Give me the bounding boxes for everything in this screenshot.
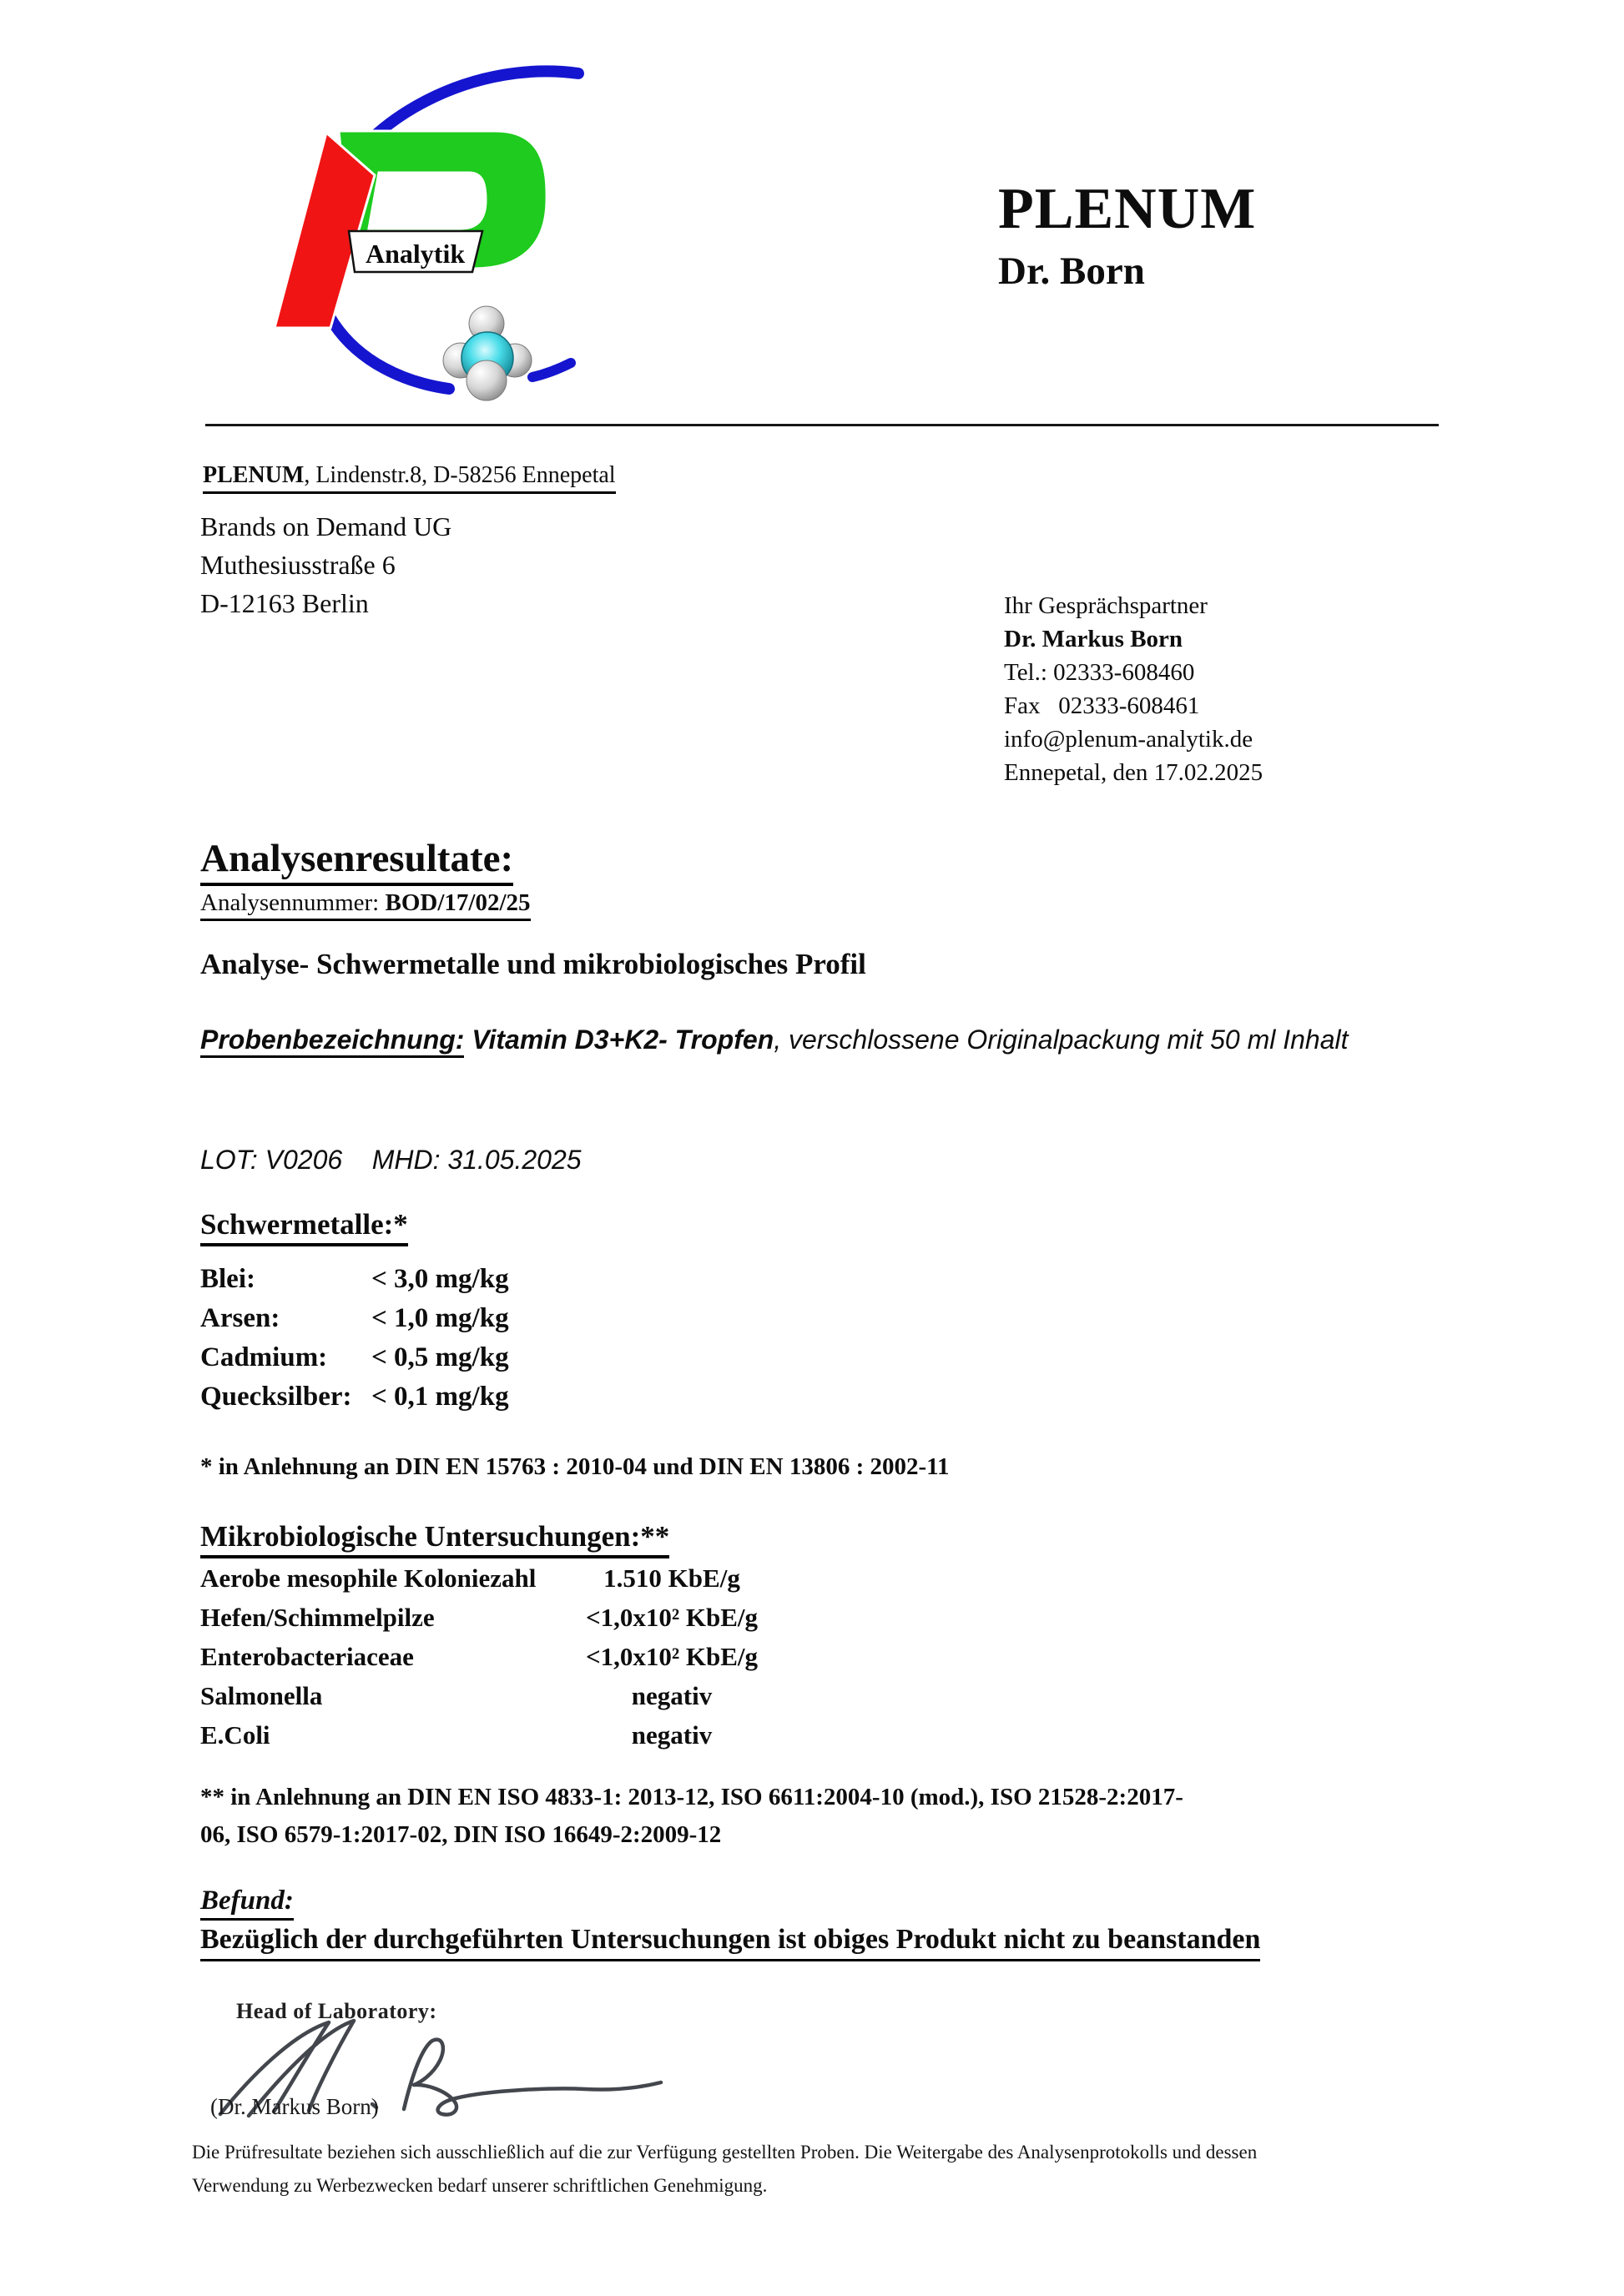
- micro-value: <1,0x10² KbE/g: [585, 1603, 759, 1632]
- sample-label: Probenbezeichnung:: [200, 1025, 464, 1058]
- recipient-line: D-12163 Berlin: [200, 588, 369, 618]
- microbiology-heading: Mikrobiologische Untersuchungen:**: [200, 1520, 669, 1558]
- micro-value: 1.510 KbE/g: [603, 1563, 740, 1593]
- company-subtitle: Dr. Born: [998, 249, 1145, 293]
- metal-label: Blei:: [200, 1264, 255, 1294]
- sample-rest: , verschlossene Originalpackung mit 50 ml Inhalt: [774, 1025, 1349, 1055]
- footer-disclaimer: Die Prüfresultate beziehen sich ausschließlich auf die zur Verfügung gestellten Proben. Die Weitergabe des Analysenprotokolls und dessen Verwendung zu Werbezwecken bedarf unserer schriftlichen Genehmigung.: [192, 2142, 1258, 2196]
- table-row: [200, 1676, 784, 1715]
- metal-value: < 1,0 mg/kg: [371, 1303, 509, 1333]
- logo-orbit-dash: [532, 363, 571, 377]
- analysis-number-label: Analysennummer:: [200, 889, 386, 916]
- micro-value: negativ: [631, 1681, 713, 1710]
- heavy-metals-heading: Schwermetalle:*: [200, 1208, 408, 1246]
- table-row: [200, 1299, 509, 1338]
- heavy-metals-table: [200, 1260, 509, 1417]
- signature-name: (Dr. Markus Born): [210, 2094, 379, 2119]
- recipient-address: [200, 507, 451, 622]
- contact-person: Dr. Markus Born: [1004, 626, 1183, 652]
- contact-intro: Ihr Gesprächspartner: [1004, 592, 1208, 619]
- analysis-title: Analyse- Schwermetalle und mikrobiologisches Profil: [200, 948, 866, 980]
- befund-statement: Bezüglich der durchgeführten Untersuchungen ist obiges Produkt nicht zu beanstanden: [200, 1924, 1260, 1961]
- table-row: [200, 1637, 784, 1676]
- company-name-block: [998, 179, 1256, 294]
- sample-name: Vitamin D3+K2- Tropfen: [464, 1025, 774, 1055]
- contact-date: Ennepetal, den 17.02.2025: [1004, 759, 1263, 786]
- contact-fax: Fax 02333-608461: [1004, 692, 1200, 719]
- table-row: [200, 1715, 784, 1755]
- plenum-logo-graphic: [205, 48, 652, 409]
- metal-label: Arsen:: [200, 1303, 280, 1333]
- contact-block: [1004, 589, 1263, 789]
- recipient-line: Muthesiusstraße 6: [200, 550, 396, 580]
- microbiology-footnote: ** in Anlehnung an DIN EN ISO 4833-1: 2013-12, ISO 6611:2004-10 (mod.), ISO 21528-2:2017- 06, ISO 6579-1:2017-02, DIN ISO 16649-2:2009-12: [200, 1784, 1183, 1848]
- plenum-logo: [205, 48, 652, 409]
- micro-value: negativ: [631, 1720, 713, 1750]
- molecule-icon: [443, 306, 532, 400]
- analysis-number-line: [200, 889, 531, 921]
- table-row: [200, 1377, 509, 1417]
- table-row: [200, 1558, 784, 1598]
- sender-address: , Lindenstr.8, D-58256 Ennepetal: [304, 462, 616, 488]
- heavy-metals-footnote: * in Anlehnung an DIN EN 15763 : 2010-04 und DIN EN 13806 : 2002-11: [200, 1453, 950, 1480]
- sender-line-text: [203, 462, 616, 494]
- contact-email: info@plenum-analytik.de: [1004, 726, 1253, 753]
- micro-label: Hefen/Schimmelpilze: [200, 1603, 435, 1632]
- sender-line: [203, 462, 616, 494]
- results-title: Analysenresultate:: [200, 836, 513, 886]
- table-row: [200, 1260, 509, 1299]
- header-divider: [205, 424, 1439, 426]
- table-row: [200, 1598, 784, 1637]
- metal-value: < 3,0 mg/kg: [371, 1264, 509, 1294]
- analysis-number: BOD/17/02/25: [385, 889, 531, 916]
- micro-value: <1,0x10² KbE/g: [585, 1642, 759, 1671]
- micro-label: E.Coli: [200, 1720, 270, 1750]
- metal-label: Cadmium:: [200, 1342, 328, 1372]
- microbiology-table: [200, 1558, 784, 1755]
- sender-company: PLENUM: [203, 462, 305, 488]
- signature-label: Head of Laboratory:: [236, 1999, 437, 2023]
- micro-label: Aerobe mesophile Koloniezahl: [200, 1563, 537, 1593]
- metal-label: Quecksilber:: [200, 1382, 352, 1412]
- recipient-line: Brands on Demand UG: [200, 511, 452, 541]
- metal-value: < 0,1 mg/kg: [371, 1382, 509, 1412]
- contact-tel: Tel.: 02333-608460: [1004, 659, 1195, 686]
- logo-label-text: Analytik: [366, 239, 466, 269]
- micro-label: Enterobacteriaceae: [200, 1642, 414, 1671]
- table-row: [200, 1338, 509, 1377]
- lot-mhd-line: LOT: V0206 MHD: 31.05.2025: [200, 1145, 582, 1175]
- micro-label: Salmonella: [200, 1681, 323, 1710]
- sample-description: [200, 1020, 1406, 1060]
- befund-heading: Befund:: [200, 1886, 294, 1921]
- metal-value: < 0,5 mg/kg: [371, 1342, 509, 1372]
- company-title: PLENUM: [998, 177, 1257, 241]
